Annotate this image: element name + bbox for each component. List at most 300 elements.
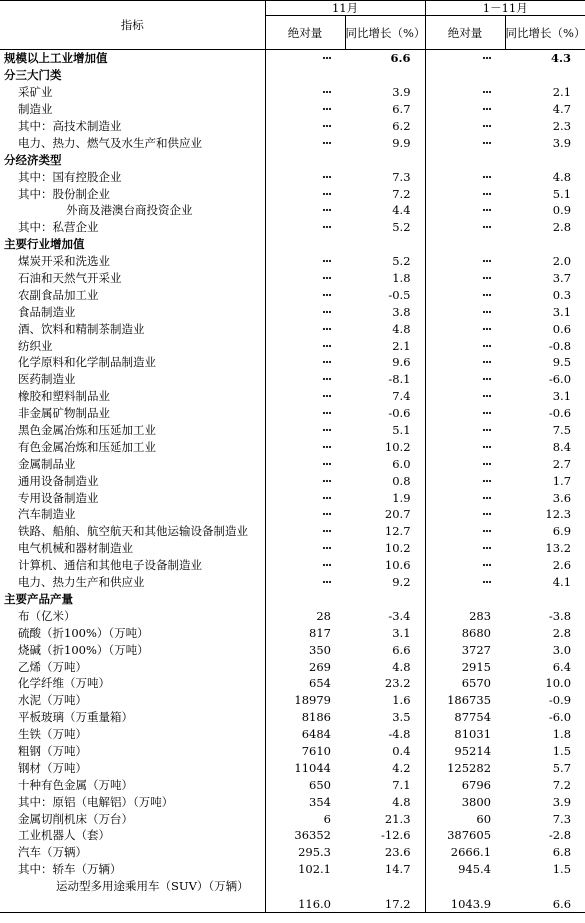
- growth-value-nov: 6.6: [345, 641, 425, 658]
- abs-value-nov: ···: [321, 456, 331, 471]
- abs-value-jan-nov: ···: [482, 271, 492, 286]
- table-row: [0, 101, 585, 118]
- growth-value-nov: 0.8: [345, 472, 425, 489]
- row-label: 采矿业: [0, 84, 265, 101]
- abs-value-nov: ···: [321, 338, 331, 353]
- growth-value-nov: -0.5: [345, 286, 425, 303]
- row-label: 电力、热力、燃气及水生产和供应业: [0, 134, 265, 151]
- table-row: [0, 776, 585, 793]
- row-label: 石油和天然气开采业: [0, 270, 265, 287]
- table-row: [0, 50, 585, 67]
- row-label: 乙烯（万吨）: [0, 658, 265, 675]
- growth-value-jan-nov: [505, 591, 585, 608]
- table-row: [0, 202, 585, 219]
- row-label: 制造业: [0, 101, 265, 118]
- abs-value-jan-nov: ···: [482, 389, 492, 404]
- growth-value-jan-nov: 6.8: [552, 845, 572, 860]
- abs-value-jan-nov: 125282: [447, 760, 492, 775]
- growth-value-nov: 5.2: [345, 219, 425, 236]
- row-label: 电气机械和器材制造业: [0, 540, 265, 557]
- growth-value-jan-nov: 9.5: [552, 355, 572, 370]
- growth-value-nov: 21.3: [345, 810, 425, 827]
- table-row: [0, 185, 585, 202]
- abs-value-jan-nov: 81031: [454, 727, 492, 742]
- abs-value-nov: 7610: [301, 743, 331, 758]
- abs-header-2: 绝对量: [425, 16, 505, 50]
- growth-value-nov: 10.2: [345, 540, 425, 557]
- abs-value-jan-nov: ···: [482, 355, 492, 370]
- period-nov-header: 11月: [265, 1, 425, 16]
- abs-value-jan-nov: ···: [482, 338, 492, 353]
- row-label: 金属制品业: [0, 455, 265, 472]
- abs-value-jan-nov: 8680: [461, 625, 492, 640]
- growth-value-nov: 3.8: [345, 303, 425, 320]
- row-label: 食品制造业: [0, 303, 265, 320]
- abs-value-jan-nov: ···: [482, 524, 492, 539]
- row-label: 专用设备制造业: [0, 489, 265, 506]
- growth-value-jan-nov: 2.8: [552, 625, 572, 640]
- growth-value-nov: 4.8: [345, 320, 425, 337]
- table-row: [0, 793, 585, 810]
- abs-value-nov: ···: [321, 186, 331, 201]
- growth-value-jan-nov: [505, 151, 585, 168]
- abs-value-jan-nov: 87754: [454, 710, 492, 725]
- growth-value-nov: 2.1: [345, 337, 425, 354]
- abs-value-nov: ···: [321, 423, 331, 438]
- growth-value-jan-nov: 5.7: [552, 760, 572, 775]
- section-row: [0, 151, 585, 168]
- growth-value-nov: -12.6: [345, 827, 425, 844]
- growth-value-jan-nov: 12.3: [545, 507, 572, 522]
- abs-value-nov: 18979: [294, 693, 331, 708]
- abs-value-jan-nov: ···: [482, 85, 492, 100]
- table-row: [0, 743, 585, 760]
- abs-value-nov: 817: [309, 625, 331, 640]
- growth-value-nov: 14.7: [345, 861, 425, 878]
- growth-value-nov: 3.5: [345, 709, 425, 726]
- growth-value-nov: 23.2: [345, 675, 425, 692]
- abs-value-nov: ···: [321, 51, 331, 66]
- table-row: [0, 219, 585, 236]
- abs-value-jan-nov: ···: [482, 51, 492, 66]
- abs-value-jan-nov: ···: [482, 203, 492, 218]
- abs-value-nov: 6: [323, 811, 331, 826]
- growth-value-jan-nov: 3.6: [552, 490, 572, 505]
- row-label: 其中：股份制企业: [0, 185, 265, 202]
- growth-value-nov: 20.7: [345, 506, 425, 523]
- abs-value-jan-nov: 387605: [447, 828, 492, 843]
- row-label: 橡胶和塑料制品业: [0, 388, 265, 405]
- table-row: [0, 388, 585, 405]
- growth-value-jan-nov: 0.6: [552, 321, 572, 336]
- growth-value-jan-nov: 13.2: [545, 541, 572, 556]
- row-label: 运动型多用途乘用车（SUV）（万辆）: [0, 878, 265, 913]
- growth-value-nov: -0.6: [345, 405, 425, 422]
- row-label: 汽车制造业: [0, 506, 265, 523]
- abs-value-jan-nov: 1043.9: [425, 878, 505, 913]
- row-label: 有色金属冶炼和压延加工业: [0, 438, 265, 455]
- table-row: [0, 641, 585, 658]
- growth-value-jan-nov: 1.5: [552, 743, 572, 758]
- growth-value-nov: [345, 236, 425, 253]
- row-label: 主要行业增加值: [0, 236, 265, 253]
- indicator-header: 指标: [0, 1, 265, 50]
- abs-value-jan-nov: 6570: [461, 676, 492, 691]
- row-label: 生铁（万吨）: [0, 726, 265, 743]
- growth-value-jan-nov: 1.8: [552, 727, 572, 742]
- abs-value-jan-nov: ···: [482, 406, 492, 421]
- abs-value-jan-nov: 95214: [454, 743, 492, 758]
- growth-value-jan-nov: -0.6: [548, 406, 572, 421]
- growth-value-nov: 6.0: [345, 455, 425, 472]
- growth-value-jan-nov: 2.6: [552, 558, 572, 573]
- abs-value-nov: ···: [321, 439, 331, 454]
- table-row: [0, 658, 585, 675]
- abs-value-jan-nov: ···: [482, 456, 492, 471]
- abs-value-nov: ···: [321, 355, 331, 370]
- abs-value-nov: ···: [321, 271, 331, 286]
- table-row: [0, 506, 585, 523]
- abs-value-nov: 295.3: [298, 845, 331, 860]
- abs-value-nov: [265, 591, 345, 608]
- abs-value-jan-nov: ···: [482, 372, 492, 387]
- row-label: 钢材（万吨）: [0, 759, 265, 776]
- table-row: [0, 844, 585, 861]
- growth-value-nov: 9.2: [345, 574, 425, 591]
- abs-value-jan-nov: ···: [482, 287, 492, 302]
- table-row: [0, 472, 585, 489]
- table-row: [0, 405, 585, 422]
- abs-value-nov: 102.1: [298, 862, 331, 877]
- abs-value-jan-nov: ···: [482, 558, 492, 573]
- growth-value-nov: 6.2: [345, 118, 425, 135]
- row-label: 通用设备制造业: [0, 472, 265, 489]
- abs-value-nov: [265, 151, 345, 168]
- table-row: [0, 759, 585, 776]
- abs-value-jan-nov: [425, 67, 505, 84]
- abs-value-nov: 6484: [301, 727, 331, 742]
- abs-value-jan-nov: 283: [469, 608, 492, 623]
- growth-value-jan-nov: -6.0: [548, 372, 572, 387]
- abs-value-nov: ···: [321, 575, 331, 590]
- row-label: 布（亿米）: [0, 607, 265, 624]
- table-row: [0, 286, 585, 303]
- row-label: 汽车（万辆）: [0, 844, 265, 861]
- abs-value-jan-nov: ···: [482, 423, 492, 438]
- growth-value-nov: 5.2: [345, 253, 425, 270]
- growth-value-jan-nov: 3.1: [552, 389, 572, 404]
- section-row: [0, 67, 585, 84]
- abs-value-nov: [265, 236, 345, 253]
- abs-value-nov: ···: [321, 85, 331, 100]
- abs-value-nov: ···: [321, 490, 331, 505]
- abs-value-nov: ···: [321, 254, 331, 269]
- abs-value-jan-nov: [425, 591, 505, 608]
- growth-value-jan-nov: 3.9: [552, 794, 572, 809]
- row-label: 黑色金属冶炼和压延加工业: [0, 422, 265, 439]
- growth-value-jan-nov: 6.6: [505, 878, 585, 913]
- row-label: 金属切削机床（万台）: [0, 810, 265, 827]
- period-jan-nov-header: 1－11月: [425, 1, 585, 16]
- row-label: 其中：国有控股企业: [0, 168, 265, 185]
- abs-value-nov: [265, 67, 345, 84]
- abs-value-nov: ···: [321, 304, 331, 319]
- abs-value-jan-nov: ···: [482, 220, 492, 235]
- table-body: [0, 50, 585, 913]
- abs-value-nov: 11044: [294, 760, 331, 775]
- abs-value-jan-nov: 2666.1: [450, 845, 492, 860]
- abs-value-nov: 650: [309, 777, 331, 792]
- growth-value-jan-nov: 1.7: [552, 473, 572, 488]
- table-row: [0, 827, 585, 844]
- growth-value-nov: 7.1: [345, 776, 425, 793]
- section-row: [0, 236, 585, 253]
- growth-value-jan-nov: 1.5: [552, 862, 572, 877]
- growth-value-jan-nov: 6.9: [552, 524, 572, 539]
- growth-value-nov: -4.8: [345, 726, 425, 743]
- abs-value-nov: ···: [321, 135, 331, 150]
- abs-value-jan-nov: ···: [482, 102, 492, 117]
- row-label: 分三大门类: [0, 67, 265, 84]
- row-label: 粗钢（万吨）: [0, 743, 265, 760]
- table-row: [0, 134, 585, 151]
- growth-value-nov: 23.6: [345, 844, 425, 861]
- table-row: [0, 337, 585, 354]
- abs-value-jan-nov: ···: [482, 169, 492, 184]
- row-label: 农副食品加工业: [0, 286, 265, 303]
- growth-value-jan-nov: 5.1: [552, 186, 572, 201]
- row-label: 铁路、船舶、航空航天和其他运输设备制造业: [0, 523, 265, 540]
- growth-value-nov: 6.7: [345, 101, 425, 118]
- growth-value-jan-nov: -0.9: [548, 693, 572, 708]
- growth-value-jan-nov: 0.3: [552, 287, 572, 302]
- table-row: [0, 320, 585, 337]
- abs-value-nov: 28: [316, 608, 331, 623]
- growth-value-nov: [345, 591, 425, 608]
- growth-value-jan-nov: 4.1: [552, 575, 572, 590]
- row-label: 规模以上工业增加值: [0, 50, 265, 67]
- abs-value-jan-nov: 2915: [461, 659, 492, 674]
- growth-value-nov: 4.8: [345, 793, 425, 810]
- abs-value-jan-nov: ···: [482, 439, 492, 454]
- growth-value-jan-nov: 7.3: [552, 811, 572, 826]
- growth-value-nov: 10.2: [345, 438, 425, 455]
- abs-value-nov: ···: [321, 372, 331, 387]
- growth-value-nov: 10.6: [345, 557, 425, 574]
- row-label: 化学原料和化学制品制造业: [0, 354, 265, 371]
- row-label: 十种有色金属（万吨）: [0, 776, 265, 793]
- abs-value-nov: 269: [309, 659, 331, 674]
- growth-value-nov: 3.1: [345, 624, 425, 641]
- growth-value-jan-nov: 2.3: [552, 119, 572, 133]
- abs-value-jan-nov: 6796: [461, 777, 492, 792]
- growth-value-nov: 7.3: [345, 168, 425, 185]
- growth-value-nov: 3.9: [345, 84, 425, 101]
- growth-value-nov: 1.8: [345, 270, 425, 287]
- row-label: 主要产品产量: [0, 591, 265, 608]
- table-row: [0, 303, 585, 320]
- table-row: [0, 709, 585, 726]
- growth-value-jan-nov: 3.0: [552, 642, 572, 657]
- table-row: [0, 726, 585, 743]
- growth-value-nov: 6.6: [345, 50, 425, 67]
- abs-value-jan-nov: ···: [482, 321, 492, 336]
- abs-value-nov: ···: [321, 321, 331, 336]
- abs-value-nov: ···: [321, 507, 331, 522]
- growth-value-jan-nov: [505, 67, 585, 84]
- table-row: [0, 489, 585, 506]
- row-label: 水泥（万吨）: [0, 692, 265, 709]
- abs-value-nov: ···: [321, 406, 331, 421]
- row-label: 酒、饮料和精制茶制造业: [0, 320, 265, 337]
- table-row: [0, 422, 585, 439]
- growth-value-nov: 4.2: [345, 759, 425, 776]
- growth-value-nov: 7.4: [345, 388, 425, 405]
- abs-header-1: 绝对量: [265, 16, 345, 50]
- growth-value-jan-nov: 0.9: [552, 203, 572, 218]
- abs-value-jan-nov: ···: [482, 473, 492, 488]
- table-row: [0, 861, 585, 878]
- abs-value-nov: 8186: [301, 710, 331, 725]
- growth-value-nov: 1.6: [345, 692, 425, 709]
- table-row: [0, 354, 585, 371]
- growth-value-jan-nov: 10.0: [545, 676, 572, 691]
- row-label: 平板玻璃（万重量箱）: [0, 709, 265, 726]
- abs-value-nov: ···: [321, 524, 331, 539]
- growth-value-jan-nov: 3.9: [552, 135, 572, 150]
- table-row: [0, 810, 585, 827]
- growth-value-jan-nov: -3.8: [548, 608, 572, 623]
- row-label: 非金属矿物制品业: [0, 405, 265, 422]
- growth-value-jan-nov: 2.8: [552, 220, 572, 235]
- abs-value-nov: ···: [321, 558, 331, 573]
- row-label: 外商及港澳台商投资企业: [0, 202, 265, 219]
- abs-value-nov: ···: [321, 220, 331, 235]
- growth-header-1: 同比增长（%）: [345, 16, 425, 50]
- growth-value-jan-nov: 4.7: [552, 102, 572, 117]
- growth-value-nov: 5.1: [345, 422, 425, 439]
- growth-value-nov: 4.4: [345, 202, 425, 219]
- table-row: [0, 168, 585, 185]
- growth-value-nov: 1.9: [345, 489, 425, 506]
- abs-value-nov: 36352: [294, 828, 331, 843]
- abs-value-nov: ···: [321, 287, 331, 302]
- growth-header-2: 同比增长（%）: [505, 16, 585, 50]
- table-row: [0, 118, 585, 135]
- growth-value-jan-nov: 4.3: [551, 51, 572, 66]
- abs-value-jan-nov: 60: [476, 811, 492, 826]
- abs-value-nov: ···: [321, 169, 331, 184]
- growth-value-nov: 0.4: [345, 743, 425, 760]
- table-row: [0, 607, 585, 624]
- growth-value-jan-nov: 2.1: [552, 85, 572, 100]
- abs-value-nov: ···: [321, 102, 331, 117]
- growth-value-nov: -3.4: [345, 607, 425, 624]
- growth-value-nov: 9.6: [345, 354, 425, 371]
- abs-value-nov: ···: [321, 119, 331, 133]
- growth-value-jan-nov: 7.2: [552, 777, 572, 792]
- row-label: 化学纤维（万吨）: [0, 675, 265, 692]
- growth-value-nov: [345, 151, 425, 168]
- row-label: 工业机器人（套）: [0, 827, 265, 844]
- section-row: [0, 591, 585, 608]
- abs-value-jan-nov: ···: [482, 541, 492, 556]
- row-label: 纺织业: [0, 337, 265, 354]
- abs-value-jan-nov: ···: [482, 575, 492, 590]
- abs-value-jan-nov: [425, 151, 505, 168]
- abs-value-nov: ···: [321, 473, 331, 488]
- row-label: 计算机、通信和其他电子设备制造业: [0, 557, 265, 574]
- abs-value-nov: ···: [321, 389, 331, 404]
- growth-value-jan-nov: 3.7: [552, 271, 572, 286]
- growth-value-jan-nov: -6.0: [548, 710, 572, 725]
- growth-value-nov: 7.2: [345, 185, 425, 202]
- abs-value-jan-nov: [425, 236, 505, 253]
- row-label: 电力、热力生产和供应业: [0, 574, 265, 591]
- row-label: 烧碱（折100%）（万吨）: [0, 641, 265, 658]
- table-row: [0, 523, 585, 540]
- table-row: [0, 557, 585, 574]
- abs-value-jan-nov: ···: [482, 135, 492, 150]
- growth-value-jan-nov: 6.4: [552, 659, 572, 674]
- abs-value-nov: ···: [321, 203, 331, 218]
- growth-value-nov: -8.1: [345, 371, 425, 388]
- table-row: [0, 540, 585, 557]
- growth-value-nov: [345, 67, 425, 84]
- abs-value-nov: 116.0: [265, 878, 345, 913]
- table-row: [0, 878, 585, 913]
- abs-value-jan-nov: ···: [482, 490, 492, 505]
- table-row: [0, 574, 585, 591]
- table-row: [0, 438, 585, 455]
- table-row: [0, 455, 585, 472]
- row-label: 其中：轿车（万辆）: [0, 861, 265, 878]
- table-row: [0, 675, 585, 692]
- row-label: 煤炭开采和洗选业: [0, 253, 265, 270]
- growth-value-jan-nov: [505, 236, 585, 253]
- growth-value-jan-nov: 4.8: [552, 169, 572, 184]
- abs-value-jan-nov: 945.4: [458, 862, 492, 877]
- table-row: [0, 692, 585, 709]
- growth-value-jan-nov: 2.0: [552, 254, 572, 269]
- row-label: 其中：原铝（电解铝）（万吨）: [0, 793, 265, 810]
- growth-value-nov: 4.8: [345, 658, 425, 675]
- table-row: [0, 371, 585, 388]
- abs-value-jan-nov: ···: [482, 507, 492, 522]
- abs-value-jan-nov: 3800: [461, 794, 492, 809]
- row-label: 硫酸（折100%）（万吨）: [0, 624, 265, 641]
- abs-value-jan-nov: ···: [482, 254, 492, 269]
- abs-value-nov: 354: [309, 794, 331, 809]
- abs-value-nov: 654: [309, 676, 331, 691]
- growth-value-nov: 12.7: [345, 523, 425, 540]
- table-row: [0, 624, 585, 641]
- row-label: 其中：私营企业: [0, 219, 265, 236]
- row-label: 其中：高技术制造业: [0, 118, 265, 135]
- abs-value-jan-nov: ···: [482, 304, 492, 319]
- abs-value-jan-nov: 186735: [447, 693, 492, 708]
- growth-value-jan-nov: 8.4: [552, 439, 572, 454]
- abs-value-nov: 350: [309, 642, 331, 657]
- abs-value-nov: ···: [321, 541, 331, 556]
- table-row: [0, 253, 585, 270]
- abs-value-jan-nov: ···: [482, 186, 492, 201]
- row-label: 分经济类型: [0, 151, 265, 168]
- growth-value-jan-nov: -0.8: [548, 338, 572, 353]
- table-row: [0, 270, 585, 287]
- abs-value-jan-nov: 3727: [461, 642, 492, 657]
- growth-value-jan-nov: 3.1: [552, 304, 572, 319]
